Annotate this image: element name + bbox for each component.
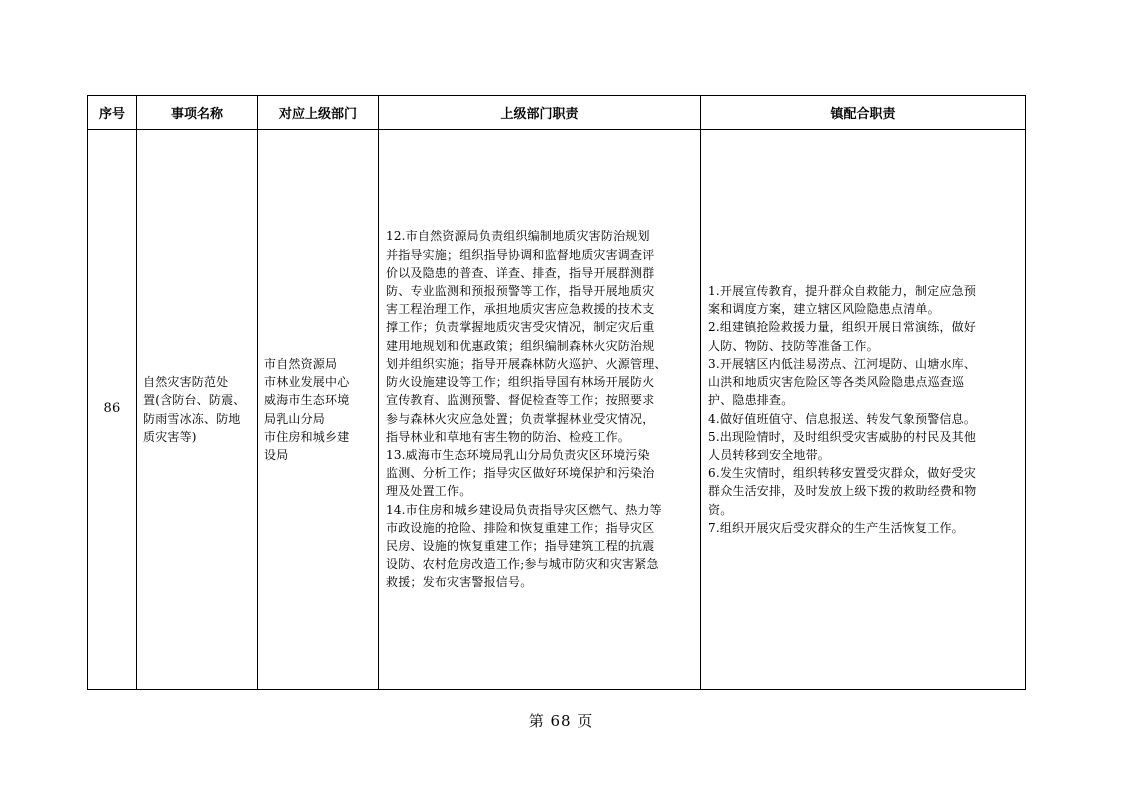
upper-duty-line: 参与森林火灾应急处置；负责掌握林业受灾情况，	[386, 411, 655, 426]
town-duty-line: 群众生活安排，及时发放上级下拨的救助经费和物	[708, 484, 977, 499]
town-duty-line: 资。	[708, 502, 733, 517]
town-duty-line: 人员转移到安全地带。	[708, 447, 831, 462]
cell-item-name	[137, 130, 258, 690]
town-duty-line: 案和调度方案，建立辖区风险隐患点清单。	[708, 302, 940, 317]
upper-duty-line: 划并组织实施；指导开展森林防火巡护、火源管理、	[386, 356, 667, 371]
dept-line: 威海市生态环境	[264, 393, 350, 408]
cell-upper-duty	[379, 130, 701, 690]
upper-duty-line: 防、专业监测和预报预警等工作，指导开展地质灾	[386, 284, 655, 299]
header-item-name: 事项名称	[137, 96, 258, 130]
table-row	[88, 130, 1026, 690]
upper-duty-line: 防火设施建设等工作；组织指导国有林场开展防火	[386, 375, 655, 390]
header-town-duty: 镇配合职责	[701, 96, 1026, 130]
town-duty-line: 6.发生灾情时，组织转移安置受灾群众，做好受灾	[708, 466, 977, 481]
item-name-line: 质灾害等)	[143, 429, 197, 444]
upper-duty-line: 14.市住房和城乡建设局负责指导灾区燃气、热力等	[386, 502, 662, 517]
upper-duty-line: 害工程治理工作，承担地质灾害应急救援的技术支	[386, 302, 655, 317]
table-header-row	[88, 96, 1026, 130]
dept-line: 市住房和城乡建	[264, 429, 350, 444]
cell-town-duty	[701, 130, 1026, 690]
upper-duty-line: 宣传教育、监测预警、督促检查等工作；按照要求	[386, 393, 655, 408]
town-duty-line: 5.出现险情时，及时组织受灾害威胁的村民及其他	[708, 429, 977, 444]
upper-duty-line: 市政设施的抢险、排险和恢复重建工作；指导灾区	[386, 520, 655, 535]
upper-duty-line: 救援；发布灾害警报信号。	[386, 575, 533, 590]
cell-seq: 86	[88, 130, 137, 690]
town-duty-line: 护、隐患排查。	[708, 393, 794, 408]
town-duty-line: 人防、物防、技防等准备工作。	[708, 338, 879, 353]
dept-line: 市林业发展中心	[264, 375, 350, 390]
item-name-line: 自然灾害防范处	[143, 375, 229, 390]
responsibility-table	[87, 95, 1026, 690]
upper-duty-line: 撑工作；负责掌握地质灾害受灾情况，制定灾后重	[386, 320, 655, 335]
town-duty-line: 4.做好值班值守、信息报送、转发气象预警信息。	[708, 411, 977, 426]
page-number: 第 68 页	[528, 712, 594, 730]
upper-duty-line: 监测、分析工作；指导灾区做好环境保护和污染治	[386, 466, 655, 481]
dept-line: 设局	[264, 447, 289, 462]
upper-duty-line: 13.威海市生态环境局乳山分局负责灾区环境污染	[386, 447, 650, 462]
header-seq: 序号	[88, 96, 137, 130]
town-duty-line: 2.组建镇抢险救援力量，组织开展日常演练，做好	[708, 320, 977, 335]
upper-duty-line: 理及处置工作。	[386, 484, 472, 499]
upper-duty-line: 指导林业和草地有害生物的防治、检疫工作。	[386, 429, 631, 444]
dept-line: 局乳山分局	[264, 411, 326, 426]
item-name-line: 防雨雪冰冻、防地	[143, 411, 241, 426]
upper-duty-line: 12.市自然资源局负责组织编制地质灾害防治规划	[386, 229, 650, 244]
town-duty-line: 3.开展辖区内低洼易涝点、江河堤防、山塘水库、	[708, 356, 977, 371]
cell-dept	[258, 130, 379, 690]
upper-duty-line: 民房、设施的恢复重建工作；指导建筑工程的抗震	[386, 538, 655, 553]
upper-duty-line: 价以及隐患的普查、详查、排查，指导开展群测群	[386, 265, 655, 280]
dept-line: 市自然资源局	[264, 356, 338, 371]
upper-duty-line: 设防、农村危房改造工作;参与城市防灾和灾害紧急	[386, 557, 659, 572]
upper-duty-line: 建用地规划和优惠政策；组织编制森林火灾防治规	[386, 338, 655, 353]
item-name-line: 置(含防台、防震、	[143, 393, 246, 408]
header-upper-duty: 上级部门职责	[379, 96, 701, 130]
town-duty-line: 山洪和地质灾害危险区等各类风险隐患点巡查巡	[708, 375, 965, 390]
town-duty-line: 7.组织开展灾后受灾群众的生产生活恢复工作。	[708, 520, 964, 535]
upper-duty-line: 并指导实施；组织指导协调和监督地质灾害调查评	[386, 247, 655, 262]
header-dept: 对应上级部门	[258, 96, 379, 130]
town-duty-line: 1.开展宣传教育，提升群众自救能力，制定应急预	[708, 284, 977, 299]
